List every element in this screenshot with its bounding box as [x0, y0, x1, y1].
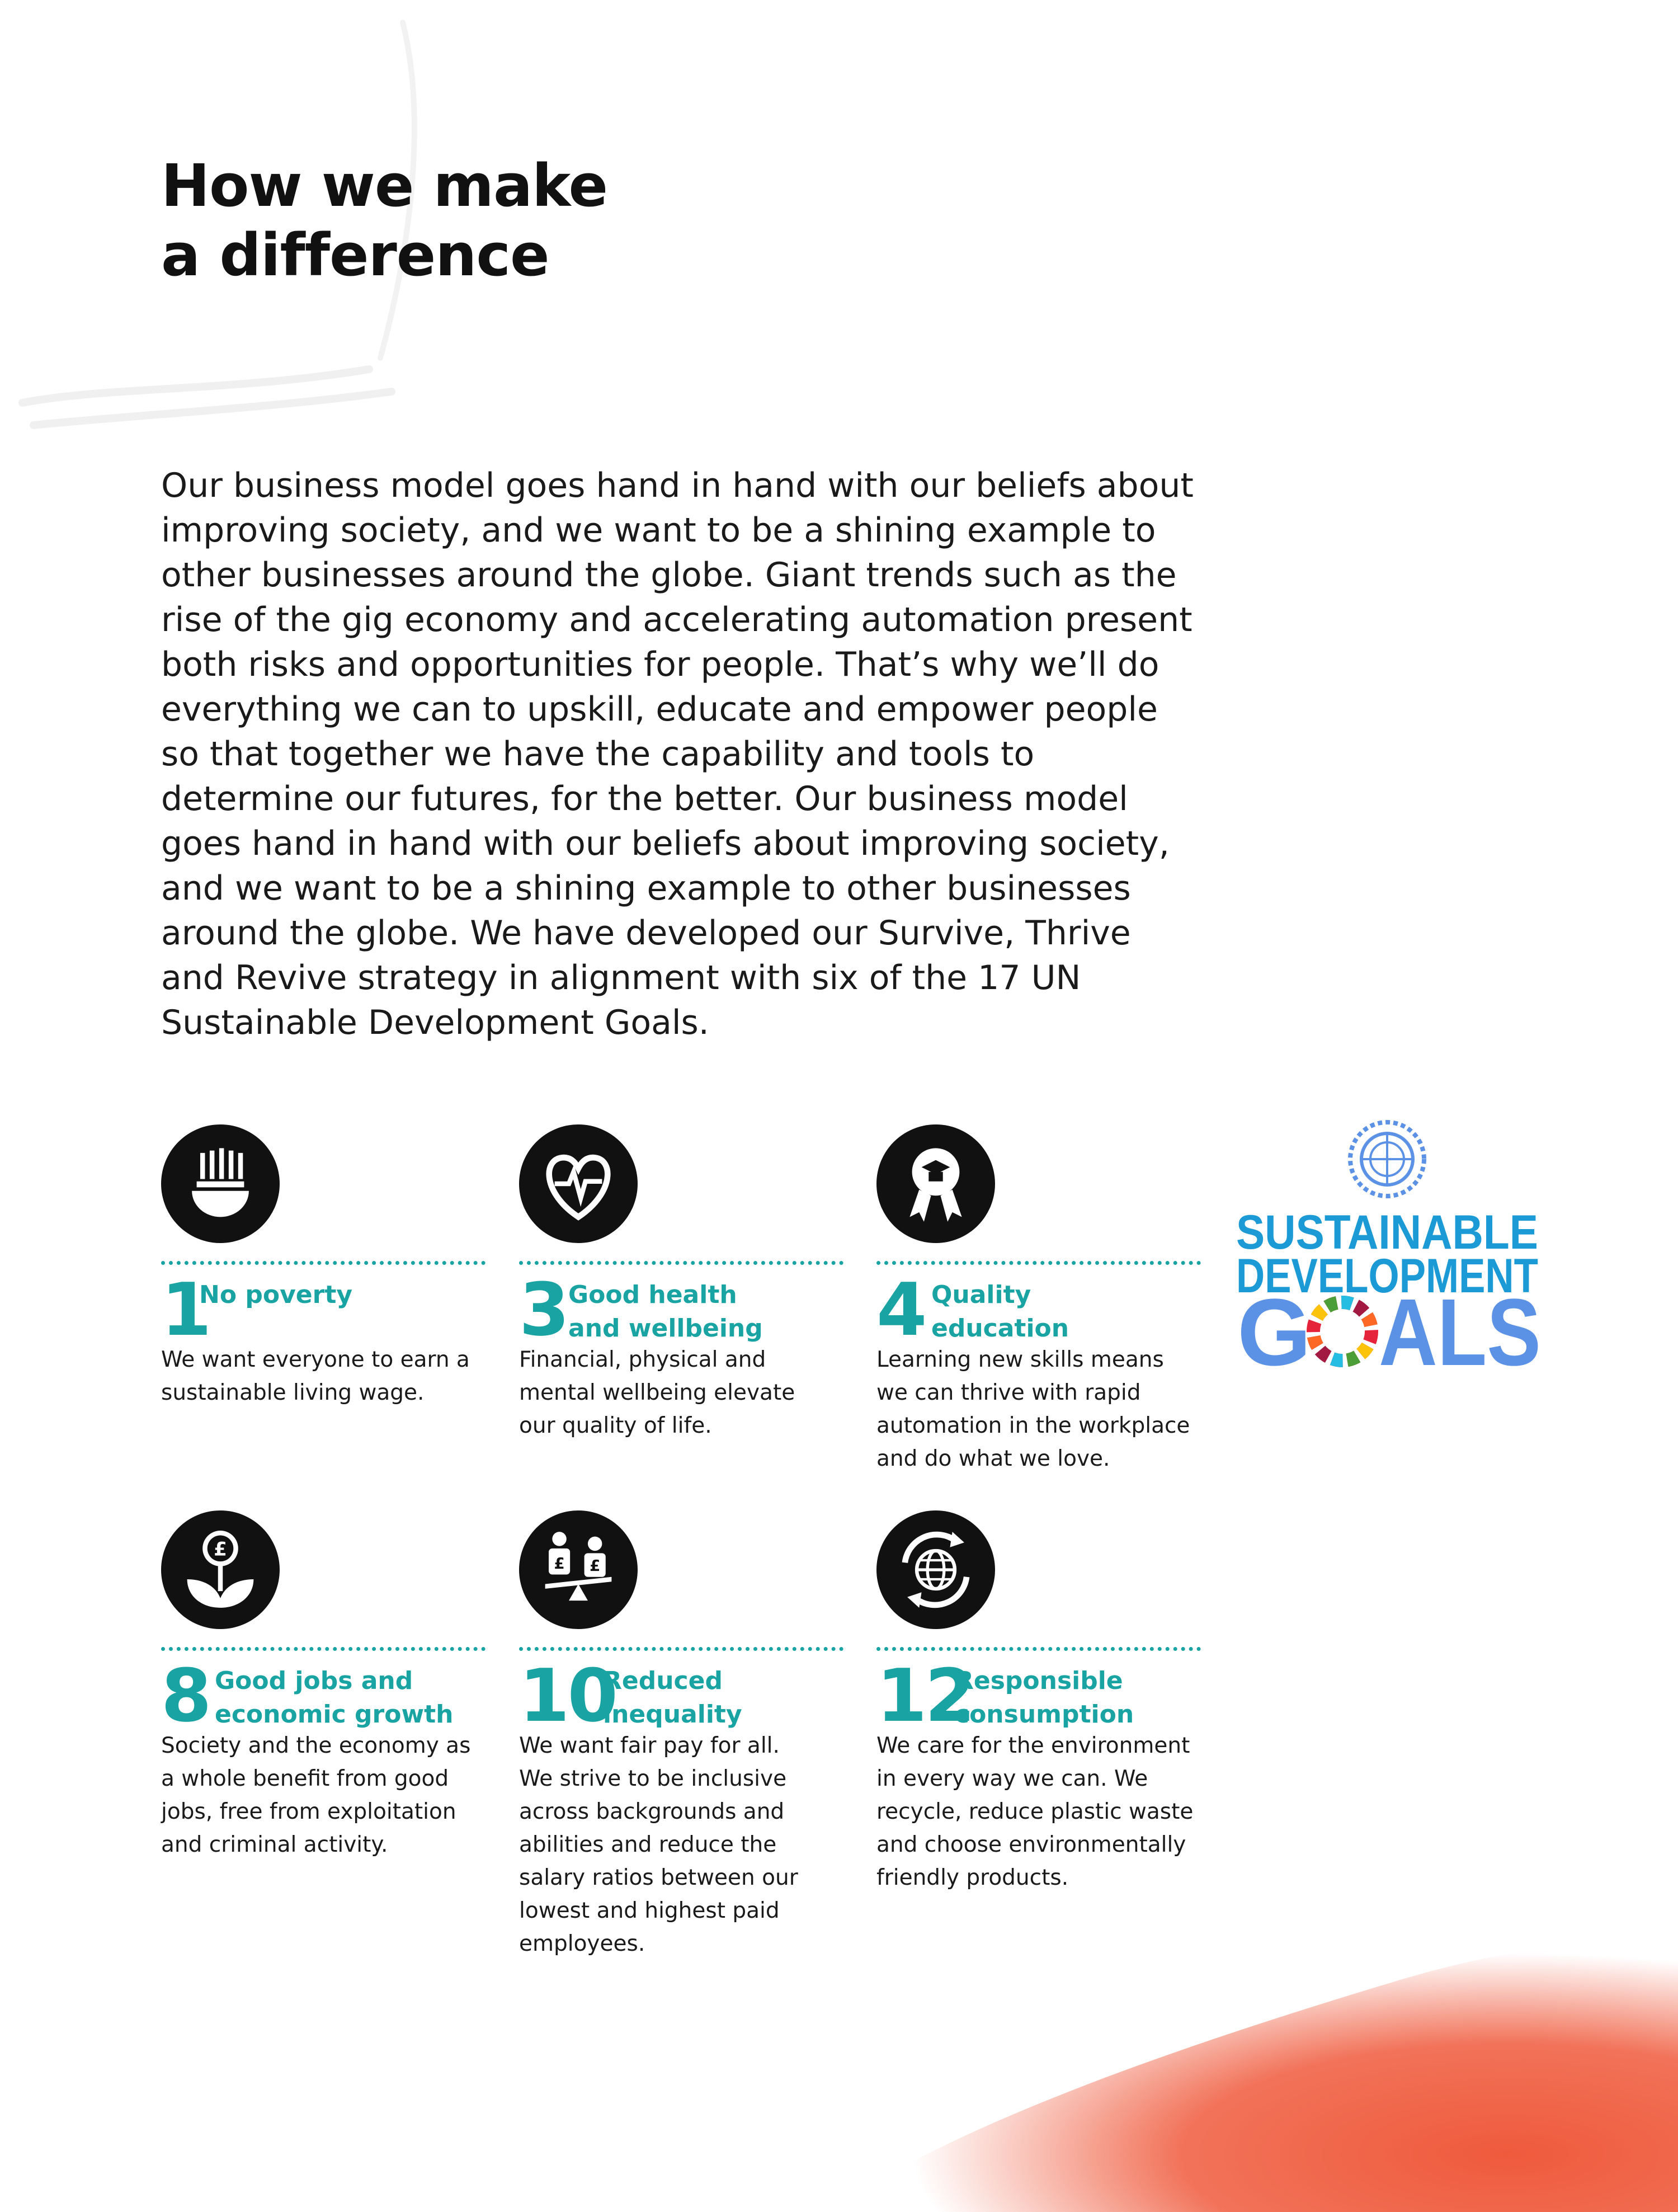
goal-number: 10 — [519, 1653, 616, 1738]
goal-title: Good health and wellbeing — [568, 1281, 763, 1343]
svg-text:£: £ — [214, 1538, 227, 1560]
goal-card-8 — [161, 1510, 486, 1861]
divider — [161, 1647, 486, 1651]
goal-title: Reduced inequality — [603, 1667, 742, 1729]
balance-scale-icon — [519, 1510, 638, 1629]
goal-card-1 — [161, 1124, 486, 1409]
svg-text:£: £ — [554, 1554, 565, 1573]
sdg-logo-line-1: SUSTAINABLE — [1236, 1206, 1538, 1259]
intro-paragraph: Our business model goes hand in hand with our beliefs about improving society, and we want to be a shining example to other businesses around the globe. Giant trends such as the rise of the gig economy and accelerating automation present both risks and opportunities for people. That’s why we’ll do everything we can to upskill, educate and empower people so that together we have the capability and tools to determine our futures, for the better. Our business model goes hand in hand with our beliefs about improving society, and we want to be a shining example to other businesses around the globe. We have developed our Survive, Thrive and Revive strategy in alignment with six of the 17 UN Sustainable Development Goals. — [161, 466, 1194, 1042]
sdg-color-wheel-icon — [1313, 1302, 1371, 1361]
graduation-medal-icon — [876, 1124, 995, 1243]
sdg-logo-line-3-als: ALS — [1379, 1279, 1541, 1386]
divider — [519, 1261, 843, 1265]
goal-description: We care for the environment in every way we can. We recycle, reduce plastic waste and choose environmentally friendly products. — [876, 1733, 1194, 1890]
divider — [161, 1261, 486, 1265]
goal-title: Good jobs and economic growth — [215, 1667, 454, 1729]
divider — [876, 1647, 1201, 1651]
pound-plant-icon — [161, 1510, 280, 1629]
goal-description: Society and the economy as a whole benefit from good jobs, free from exploitation and criminal activity. — [161, 1733, 471, 1857]
goal-number: 4 — [876, 1267, 925, 1352]
sdg-logo-line-3-g: G — [1237, 1279, 1312, 1386]
goal-card-4 — [876, 1124, 1201, 1475]
goal-number: 12 — [876, 1653, 973, 1738]
goal-description: Financial, physical and mental wellbeing elevate our quality of life. — [519, 1347, 795, 1438]
goal-title: Responsible consumption — [955, 1667, 1134, 1729]
wheat-bowl-icon — [161, 1124, 280, 1243]
svg-text:£: £ — [590, 1557, 601, 1575]
page-title — [161, 151, 607, 290]
goal-card-12 — [876, 1510, 1201, 1894]
goal-number: 3 — [519, 1267, 568, 1352]
goal-title: Quality education — [931, 1281, 1069, 1343]
goal-number: 1 — [161, 1267, 210, 1352]
un-emblem-icon — [1350, 1122, 1424, 1196]
divider — [876, 1261, 1201, 1265]
page-title-line-2: a difference — [161, 221, 549, 289]
heart-pulse-icon — [519, 1124, 638, 1243]
divider — [519, 1647, 843, 1651]
goal-description: We want fair pay for all. We strive to be inclusive across backgrounds and abilities and reduce the salary ratios between our lowest and highest paid employees. — [519, 1733, 798, 1956]
decorative-paint-splash — [783, 1902, 1678, 2212]
sdg-logo — [1231, 1119, 1544, 1386]
goal-description: We want everyone to earn a sustainable living wage. — [161, 1347, 470, 1405]
goal-card-10 — [519, 1510, 843, 1960]
sdg-logo-line-2: DEVELOPMENT — [1236, 1249, 1538, 1303]
recycle-globe-icon — [876, 1510, 995, 1629]
page-title-line-1: How we make — [161, 152, 608, 220]
goal-card-3 — [519, 1124, 843, 1442]
goal-title: No poverty — [199, 1281, 353, 1309]
goal-number: 8 — [161, 1653, 210, 1738]
goal-description: Learning new skills means we can thrive with rapid automation in the workplace and do what we love. — [876, 1347, 1190, 1471]
